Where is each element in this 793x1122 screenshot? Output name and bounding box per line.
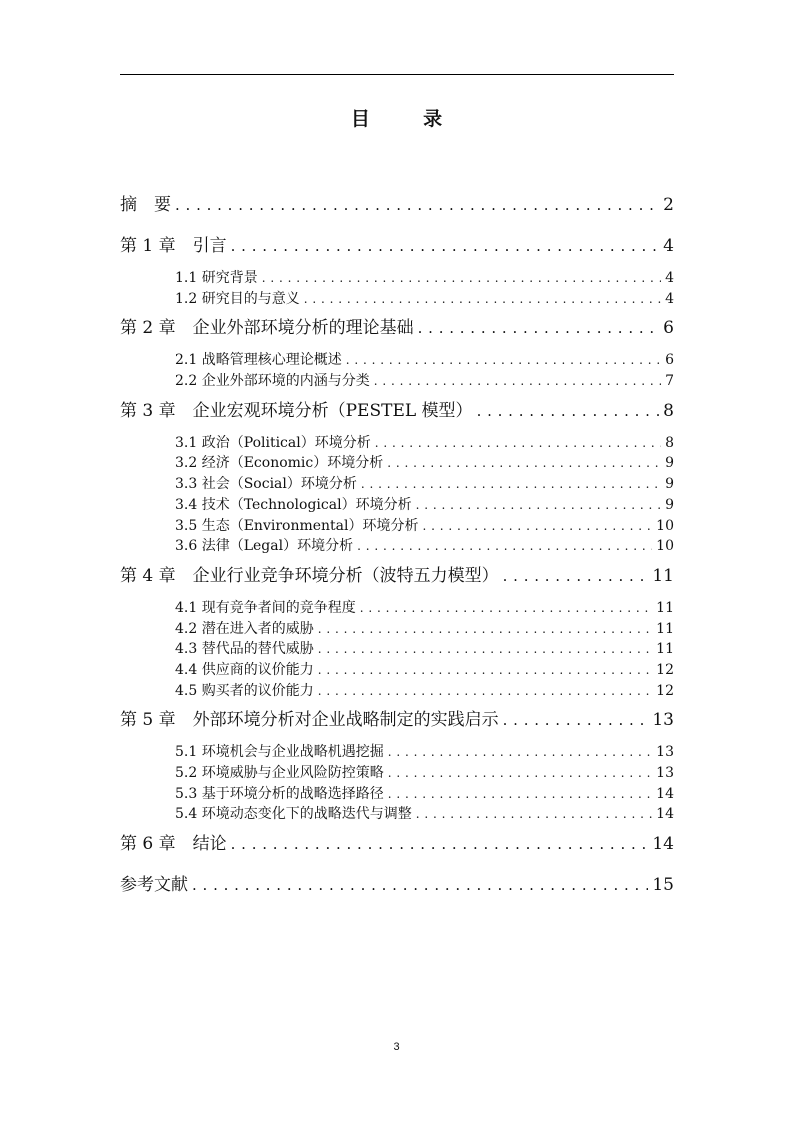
toc-entry-page: 9 xyxy=(665,476,674,493)
toc-entry-page: 13 xyxy=(656,765,674,781)
toc-entry-page: 7 xyxy=(665,373,674,390)
toc-entry-section-5-2[interactable] xyxy=(120,763,674,784)
dot-leader xyxy=(375,433,661,453)
toc-title: 目 录 xyxy=(350,108,460,130)
dot-leader xyxy=(357,536,652,556)
toc-entry-label: 4.2 潜在进入者的威胁 xyxy=(175,620,314,637)
toc-entry-page: 11 xyxy=(652,565,674,586)
toc-entry-chapter-1[interactable] xyxy=(120,231,674,272)
toc-entry-page: 14 xyxy=(656,806,674,823)
dot-leader xyxy=(304,289,661,309)
toc-entry-page: 12 xyxy=(656,661,674,678)
toc-entry-section-5-4[interactable] xyxy=(120,804,674,825)
toc-entry-page: 11 xyxy=(656,620,674,637)
toc-entry-label: 摘 要 xyxy=(120,195,171,215)
toc-entry-label: 3.3 社会（Social）环境分析 xyxy=(175,476,357,493)
toc-entry-page: 13 xyxy=(652,710,674,731)
dot-leader xyxy=(231,829,649,859)
dot-leader xyxy=(346,350,661,370)
dot-leader xyxy=(503,705,649,735)
toc-entry-label: 参考文献 xyxy=(120,875,188,896)
toc-entry-page: 12 xyxy=(656,682,674,699)
toc-entry-label: 第 4 章 企业行业竞争环境分析（波特五力模型） xyxy=(120,565,499,586)
toc-entry-page: 6 xyxy=(663,318,674,339)
toc-entry-label: 4.3 替代品的替代威胁 xyxy=(175,641,314,658)
toc-entry-section-4-4[interactable] xyxy=(120,660,674,681)
toc-entry-chapter-4[interactable] xyxy=(120,561,674,602)
toc-entry-section-5-3[interactable] xyxy=(120,784,674,805)
toc-entry-label: 5.4 环境动态变化下的战略迭代与调整 xyxy=(175,806,412,823)
dot-leader xyxy=(423,516,653,536)
dot-leader xyxy=(175,190,659,220)
toc-entry-page: 9 xyxy=(665,455,674,472)
toc-entry-section-3-5[interactable] xyxy=(120,516,674,537)
toc-entry-label: 第 1 章 引言 xyxy=(120,236,227,256)
toc-entry-page: 15 xyxy=(652,875,674,896)
toc-entry-label: 第 3 章 企业宏观环境分析（PESTEL 模型） xyxy=(120,400,473,421)
toc-entry-label: 1.1 研究背景 xyxy=(175,270,258,286)
toc-entry-section-3-2[interactable] xyxy=(120,453,674,474)
toc-entry-label: 3.2 经济（Economic）环境分析 xyxy=(175,455,384,472)
toc-entry-page: 4 xyxy=(665,290,674,307)
toc-entry-label: 5.1 环境机会与企业战略机遇挖掘 xyxy=(175,744,384,761)
dot-leader xyxy=(416,804,652,824)
dot-leader xyxy=(231,231,660,261)
toc-entry-page: 14 xyxy=(656,785,674,802)
toc-entry-label: 4.5 购买者的议价能力 xyxy=(175,682,314,699)
dot-leader xyxy=(416,495,662,515)
toc-entry-section-1-2[interactable] xyxy=(120,289,674,310)
toc-entry-page: 13 xyxy=(656,744,674,761)
toc-entry-abstract[interactable] xyxy=(120,190,674,231)
dot-leader xyxy=(388,742,652,762)
toc-entry-label: 3.1 政治（Political）环境分析 xyxy=(175,434,371,451)
dot-leader xyxy=(418,313,660,343)
toc-entry-section-4-2[interactable] xyxy=(120,619,674,640)
toc-entry-section-3-1[interactable] xyxy=(120,433,674,454)
dot-leader xyxy=(503,561,649,591)
dot-leader xyxy=(318,619,652,639)
toc-entry-section-3-4[interactable] xyxy=(120,495,674,516)
toc-entry-label: 4.1 现有竞争者间的竞争程度 xyxy=(175,599,356,616)
dot-leader xyxy=(262,268,661,288)
page-number: 3 xyxy=(393,1041,400,1053)
toc-entry-label: 第 5 章 外部环境分析对企业战略制定的实践启示 xyxy=(120,710,499,731)
dot-leader xyxy=(360,598,652,618)
toc-entry-label: 3.6 法律（Legal）环境分析 xyxy=(175,538,354,555)
dot-leader xyxy=(477,396,660,426)
toc-entry-page: 10 xyxy=(656,538,674,555)
dot-leader xyxy=(318,660,652,680)
toc-entry-references[interactable] xyxy=(120,870,674,911)
toc-entry-page: 6 xyxy=(665,352,674,369)
dot-leader xyxy=(318,681,652,701)
toc-entry-label: 5.3 基于环境分析的战略选择路径 xyxy=(175,785,384,802)
toc-entry-label: 第 2 章 企业外部环境分析的理论基础 xyxy=(120,318,414,339)
toc-entry-section-3-3[interactable] xyxy=(120,474,674,495)
dot-leader xyxy=(388,784,652,804)
toc-entry-section-1-1[interactable] xyxy=(120,268,674,289)
toc-entry-page: 11 xyxy=(656,599,674,616)
toc-entry-chapter-6[interactable] xyxy=(120,829,674,870)
toc-entry-label: 1.2 研究目的与意义 xyxy=(175,290,300,307)
toc-entry-section-3-6[interactable] xyxy=(120,536,674,557)
dot-leader xyxy=(318,639,652,659)
toc-entry-page: 4 xyxy=(665,270,674,286)
toc-entry-label: 5.2 环境威胁与企业风险防控策略 xyxy=(175,765,384,781)
toc-entry-page: 11 xyxy=(656,641,674,658)
dot-leader xyxy=(374,371,661,391)
toc-entry-section-2-2[interactable] xyxy=(120,371,674,392)
toc-entry-page: 4 xyxy=(663,236,674,256)
toc-entry-label: 第 6 章 结论 xyxy=(120,834,227,855)
toc-entry-page: 8 xyxy=(663,400,674,421)
toc-entry-page: 9 xyxy=(665,496,674,513)
toc-entry-section-4-3[interactable] xyxy=(120,639,674,660)
toc-entry-section-2-1[interactable] xyxy=(120,350,674,371)
toc-entry-chapter-2[interactable] xyxy=(120,313,674,354)
dot-leader xyxy=(387,453,661,473)
toc-entry-label: 2.1 战略管理核心理论概述 xyxy=(175,352,342,369)
header-rule xyxy=(120,74,674,75)
toc-entry-page: 2 xyxy=(663,195,674,215)
toc-entry-chapter-5[interactable] xyxy=(120,705,674,746)
toc-entry-section-5-1[interactable] xyxy=(120,742,674,763)
toc-entry-page: 8 xyxy=(665,434,674,451)
toc-entry-page: 14 xyxy=(652,834,674,855)
dot-leader xyxy=(361,474,661,494)
dot-leader xyxy=(388,763,652,783)
toc-entry-label: 3.5 生态（Environmental）环境分析 xyxy=(175,517,419,534)
toc-entry-label: 3.4 技术（Technological）环境分析 xyxy=(175,496,412,513)
toc-entry-label: 4.4 供应商的议价能力 xyxy=(175,661,314,678)
toc-entry-section-4-1[interactable] xyxy=(120,598,674,619)
toc-entry-section-4-5[interactable] xyxy=(120,681,674,702)
toc-entry-chapter-3[interactable] xyxy=(120,396,674,437)
toc-entry-label: 2.2 企业外部环境的内涵与分类 xyxy=(175,373,370,390)
dot-leader xyxy=(192,870,648,900)
table-of-contents xyxy=(120,190,674,911)
toc-entry-page: 10 xyxy=(656,517,674,534)
